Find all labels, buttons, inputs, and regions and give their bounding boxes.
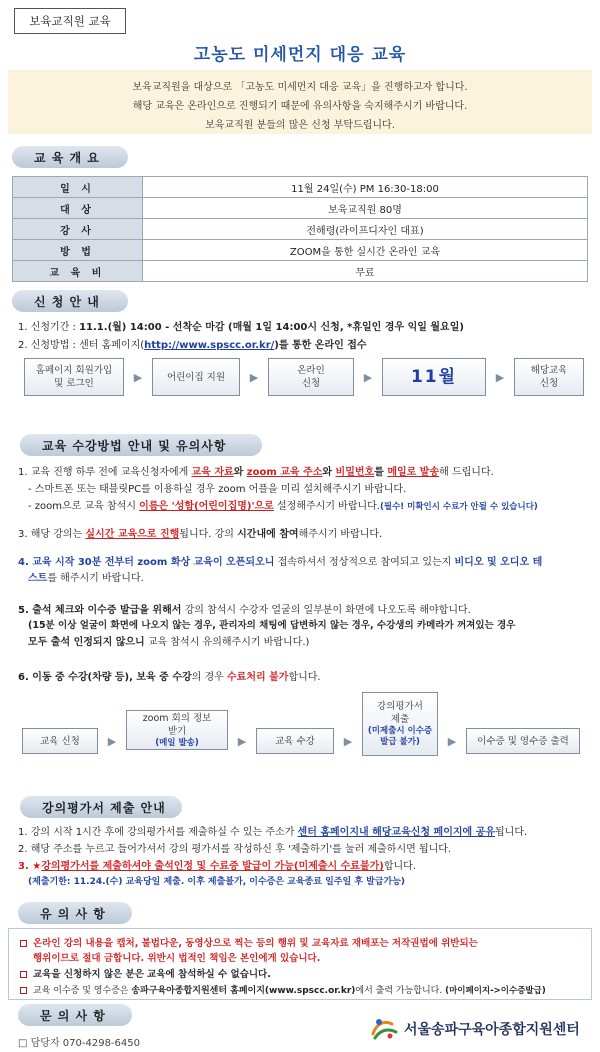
text: (마이페이지->이수증발급): [442, 986, 546, 996]
howto-line-4: [18, 553, 542, 568]
flow-step-text: 교육 수강: [275, 735, 315, 747]
text: 시간내에 참여: [237, 529, 299, 540]
text: 5. 출석 체크와 이수증 발급을 위해서: [18, 605, 182, 616]
intro-box: [8, 70, 592, 134]
table-row: [13, 261, 588, 282]
eval-line-1: [18, 823, 527, 838]
text: 스트: [28, 573, 48, 584]
flow-step-note: (미제출시 이수증 발급 불가): [367, 726, 433, 747]
text: 를 해주시기 바랍니다.: [47, 573, 144, 584]
arrow-right-icon: ▶: [133, 370, 143, 384]
text: 실시간 교육으로 진행: [85, 529, 180, 540]
text: 교육 자료: [191, 467, 234, 478]
text: 메일로 발송: [387, 467, 440, 478]
apply-period-value: 11.1.(월) 14:00 - 선착순 마감 (매월 1일 14:00시 신청, *휴일인 경우 익일 월요일): [79, 322, 464, 333]
text: 설정해주시기 바랍니다.: [273, 501, 380, 512]
text: 의 경우: [191, 672, 227, 683]
flow-step-text: 신청: [301, 378, 321, 389]
table-row: [13, 177, 588, 198]
howto-line-1: [18, 463, 494, 478]
text: 센터 홈페이지내 해당교육신청 페이지에 공유: [297, 827, 495, 838]
flow-step-text: 받기: [167, 725, 187, 737]
apply-flow: [24, 358, 584, 396]
lecture-flow: [22, 692, 580, 756]
text: 이름은 '성함(어린이집명)'으로: [139, 501, 274, 512]
text: 3. 해당 강의는: [18, 529, 86, 540]
table-row: [13, 219, 588, 240]
flow-step-text: 및 로그인: [54, 378, 94, 389]
square-bullet-icon: [20, 940, 27, 947]
section-contact-heading: 문 의 사 항: [18, 1004, 132, 1026]
arrow-right-icon: ▶: [249, 370, 259, 384]
text: 접속하셔서 정상적으로 참여되고 있는지: [274, 557, 455, 568]
intro-line-1: 보육교직원을 대상으로 「고농도 미세먼지 대응 교육」을 진행하고자 합니다.: [132, 82, 468, 93]
text: 모두 출석 인정되지 않으니: [28, 637, 145, 648]
arrow-right-icon: ▶: [237, 734, 247, 748]
howto-line-6: [18, 668, 321, 683]
flow-step: [22, 728, 98, 754]
apply-method-label: 2. 신청방법 : 센터 홈페이지(: [18, 340, 145, 351]
text: 에서 출력 가능합니다.: [355, 986, 443, 996]
overview-value: 무료: [143, 261, 588, 282]
text: 6. 이동 중 수강(차량 등), 보육 중 수강: [18, 672, 192, 683]
overview-value: 보육교직원 80명: [143, 198, 588, 219]
section-apply-heading: 신 청 안 내: [12, 290, 128, 312]
text: 합니다.: [383, 861, 417, 872]
howto-line-4-cont: [28, 569, 144, 584]
flow-step-text: 신청: [539, 378, 559, 389]
text: 1. 강의 시작 1시간 후에 강의평가서를 제출하실 수 있는 주소가: [18, 827, 298, 838]
text: 비밀번호: [335, 467, 375, 478]
text: (15분 이상 얼굴이 화면에 나오지 않는 경우, 관리자의 채팅에 답변하지 않는 경우, 수강생의 카메라가 꺼져있는 경우: [28, 620, 516, 631]
apply-method-tail: )를 통한 온라인 접수: [274, 340, 367, 351]
text: 됩니다. 강의: [179, 529, 238, 540]
arrow-right-icon: ▶: [447, 734, 457, 748]
text: 됩니다.: [495, 827, 528, 838]
section-eval-heading: 강의평가서 제출 안내: [20, 796, 182, 818]
flow-step-text: 강의평가서: [377, 701, 423, 712]
caution-item-1: [20, 935, 478, 949]
flow-step: [268, 358, 354, 396]
table-row: [13, 240, 588, 261]
flow-step: [466, 728, 580, 754]
text: 강의 참석시 수강자 얼굴의 일부분이 화면에 나오도록 해야합니다.: [181, 605, 471, 616]
flow-step: [24, 358, 124, 396]
text: 송파구육아종합지원센터 홈페이지(www.spscc.or.kr): [131, 986, 356, 996]
table-row: [13, 198, 588, 219]
text: (제출기한: 11.24.(수) 교육당일 제출. 이후 제출불가, 이수증은 교육종료 일주일 후 발급가능): [28, 877, 406, 887]
section-caution-heading: 유 의 사 항: [18, 902, 132, 924]
overview-key: 방 법: [13, 240, 143, 261]
logo-mark-icon: [370, 1016, 398, 1042]
text: 합니다.: [288, 672, 321, 683]
text: 행위이므로 절대 금합니다. 위반시 법적인 책임은 본인에게 있습니다.: [33, 953, 321, 964]
arrow-right-icon: ▶: [343, 734, 353, 748]
overview-table: [12, 176, 588, 282]
category-tag: 보육교직원 교육: [14, 8, 126, 34]
arrow-right-icon: ▶: [363, 370, 373, 384]
text: 온라인 강의 내용을 캡처, 불법다운, 동영상으로 찍는 등의 행위 및 교육자료 재배포는 저작권법에 위반되는: [33, 938, 478, 949]
text: 를: [374, 467, 388, 478]
overview-key: 강 사: [13, 219, 143, 240]
overview-key: 일 시: [13, 177, 143, 198]
text: zoom 교육 주소: [246, 467, 323, 478]
section-howto-heading: 교육 수강방법 안내 및 유의사항: [20, 434, 262, 456]
text: 와: [233, 467, 247, 478]
flow-step-text: 이수증 및 영수증 출력: [477, 735, 569, 747]
howto-line-5: [18, 601, 471, 616]
arrow-right-icon: ▶: [495, 370, 505, 384]
flow-step-text: 어린이집 지원: [166, 371, 226, 383]
flow-step: [126, 710, 228, 750]
center-logo: [370, 1016, 580, 1042]
flow-step-text: 교육 신청: [40, 735, 80, 747]
intro-line-2: 해당 교육은 온라인으로 진행되기 때문에 유의사항을 숙지해주시기 바랍니다.: [132, 101, 468, 112]
flow-step-text: 제출: [390, 714, 410, 725]
text: 1. 교육 진행 하루 전에 교육신청자에게: [18, 467, 192, 478]
text: 교육 이수증 및 영수증은: [33, 986, 132, 996]
howto-line-1-sub-1: - 스마트폰 또는 태블릿PC를 이용하실 경우 zoom 어플을 미리 설치해주시기 바랍니다.: [28, 484, 407, 495]
eval-line-2: 2. 해당 주소를 누르고 들어가셔서 강의 평가서를 작성하신 후 '제출하기'를 눌러 제출하시면 됩니다.: [18, 844, 452, 855]
flow-step-text: 홈페이지 회원가입: [35, 365, 113, 376]
text: 수료처리 불가: [227, 672, 289, 683]
text: 와: [322, 467, 336, 478]
text: 해주시기 바랍니다.: [298, 529, 383, 540]
flow-step-note: (메일 발송): [155, 737, 199, 748]
flow-step-month: [382, 358, 486, 396]
eval-line-3: [18, 857, 416, 872]
howto-line-1-sub-2: [28, 497, 538, 512]
intro-line-3: 보육교직원 분들의 많은 신청 부탁드립니다.: [205, 120, 395, 131]
caution-item-1-cont: [33, 950, 320, 964]
text: 강의평가서를 제출하셔야 출석인정 및 수료증 발급이 가능(미제출시 수료불가): [41, 861, 384, 872]
text: (필수! 미확인시 수료가 안될 수 있습니다): [379, 502, 538, 512]
page-title: 고농도 미세먼지 대응 교육: [193, 45, 407, 65]
overview-value: 11월 24일(수) PM 16:30-18:00: [143, 177, 588, 198]
flow-step-text: 온라인: [297, 365, 325, 376]
apply-period-line: [18, 318, 464, 333]
flow-step-text: zoom 회의 정보: [142, 712, 212, 724]
apply-method-line: [18, 336, 367, 351]
square-bullet-icon: [20, 987, 27, 994]
text: 교육 참석시 유의해주시기 바랍니다.): [144, 637, 310, 648]
arrow-right-icon: ▶: [107, 734, 117, 748]
flow-step: [256, 728, 334, 754]
howto-line-5-note: [28, 617, 515, 631]
overview-key: 대 상: [13, 198, 143, 219]
overview-value: 전해령(라이프디자인 대표): [143, 219, 588, 240]
contact-line: □ 담당자 070-4298-6450: [18, 1038, 140, 1049]
logo-text: 서울송파구육아종합지원센터: [404, 1022, 580, 1038]
apply-period-label: 1. 신청기간 :: [18, 322, 80, 333]
overview-value: ZOOM을 통한 실시간 온라인 교육: [143, 240, 588, 261]
caution-item-3: [20, 983, 546, 996]
text: 교육을 신청하지 않은 분은 교육에 참석하실 수 없습니다.: [33, 969, 271, 980]
flow-step: [514, 358, 584, 396]
flow-step: [152, 358, 240, 396]
howto-line-3: [18, 525, 382, 540]
flow-step-month-text: 11월: [410, 366, 458, 387]
overview-key: 교 육 비: [13, 261, 143, 282]
caution-item-2: [20, 966, 271, 980]
text: 3. ★: [18, 861, 42, 872]
howto-line-5-note-2: [28, 633, 309, 648]
text: 해 드립니다.: [439, 467, 494, 478]
section-overview-heading: 교 육 개 요: [12, 146, 128, 168]
square-bullet-icon: [20, 971, 27, 978]
eval-deadline-note: [28, 874, 405, 887]
text: 비디오 및 오디오 테: [454, 557, 543, 568]
flow-step-text: 해당교육: [530, 365, 568, 376]
text: 4. 교육 시작 30분 전부터 zoom 화상 교육이 오픈되오니: [18, 557, 275, 568]
flow-step: [362, 692, 438, 756]
homepage-link[interactable]: http://www.spscc.or.kr/: [144, 340, 275, 351]
text: - zoom으로 교육 참석시: [28, 501, 140, 512]
